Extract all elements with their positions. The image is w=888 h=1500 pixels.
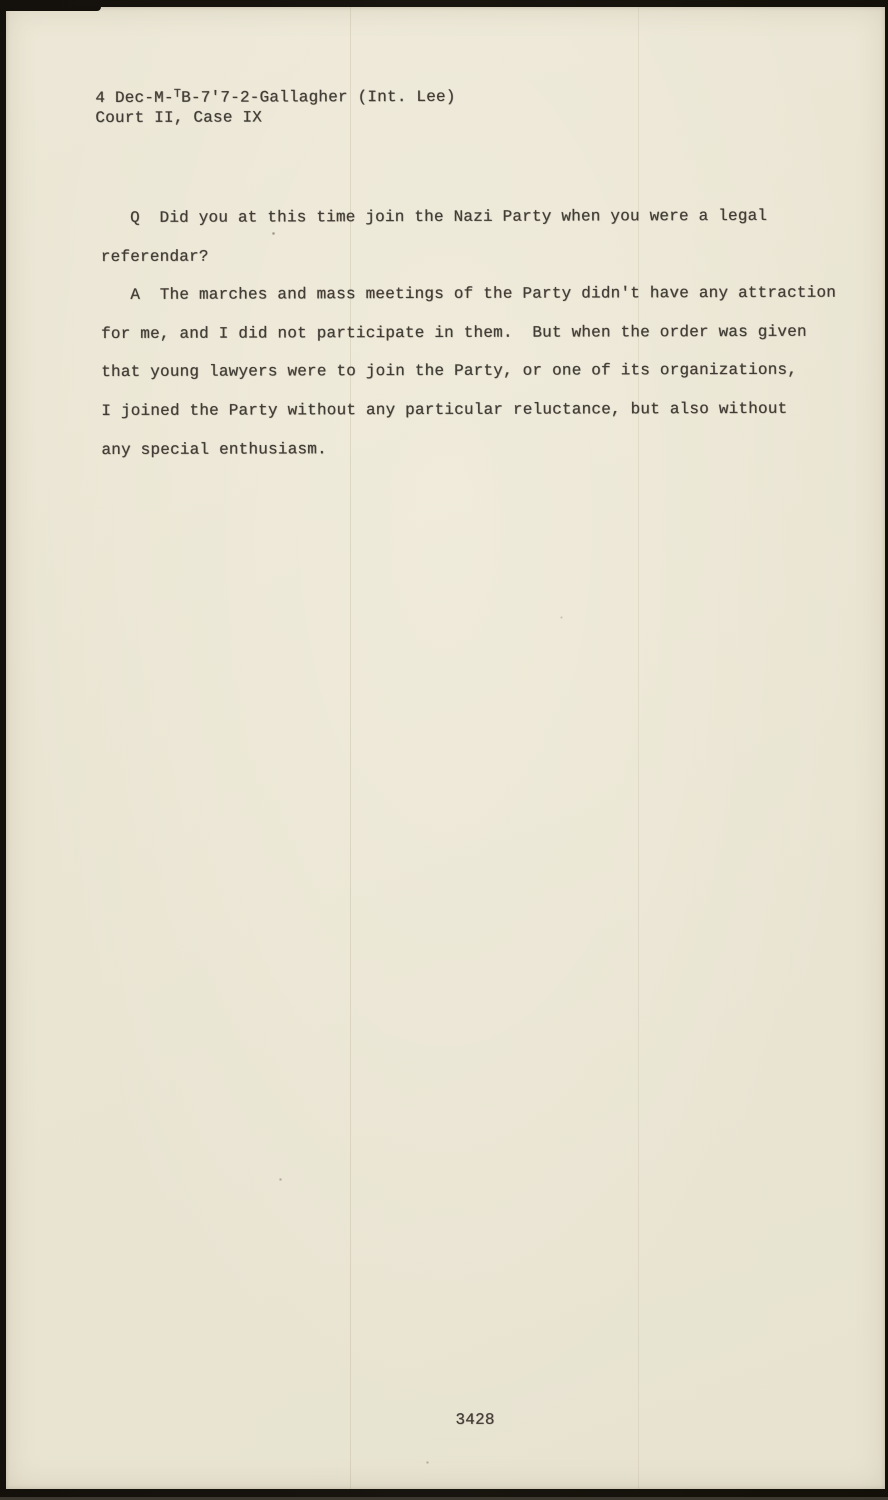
transcript-line: any special enthusiasm. xyxy=(101,440,327,460)
page-number: 3428 xyxy=(455,1410,495,1429)
document-page xyxy=(6,7,885,1489)
header-reference-line xyxy=(95,83,455,108)
transcript-line: A The marches and mass meetings of the Party didn't have any attraction xyxy=(100,283,837,305)
transcript-line: I joined the Party without any particular reluctance, but also without xyxy=(101,399,788,421)
transcript-line: Q Did you at this time join the Nazi Party when you were a legal xyxy=(100,206,768,228)
header-reference-superscript: T xyxy=(173,86,182,101)
header-court-case-line: Court II, Case IX xyxy=(95,108,263,128)
header-reference-post: B-7'7-2-Gallagher (Int. Lee) xyxy=(181,87,456,107)
header-reference-pre: 4 Dec-M- xyxy=(95,88,174,108)
transcript-line: referendar? xyxy=(100,247,209,267)
transcript-line: for me, and I did not participate in them. But when the order was given xyxy=(101,322,807,344)
typewritten-text-layer xyxy=(5,5,888,1490)
scan-corner-shadow xyxy=(6,7,101,11)
transcript-line: that young lawyers were to join the Party, or one of its organizations, xyxy=(101,360,798,382)
